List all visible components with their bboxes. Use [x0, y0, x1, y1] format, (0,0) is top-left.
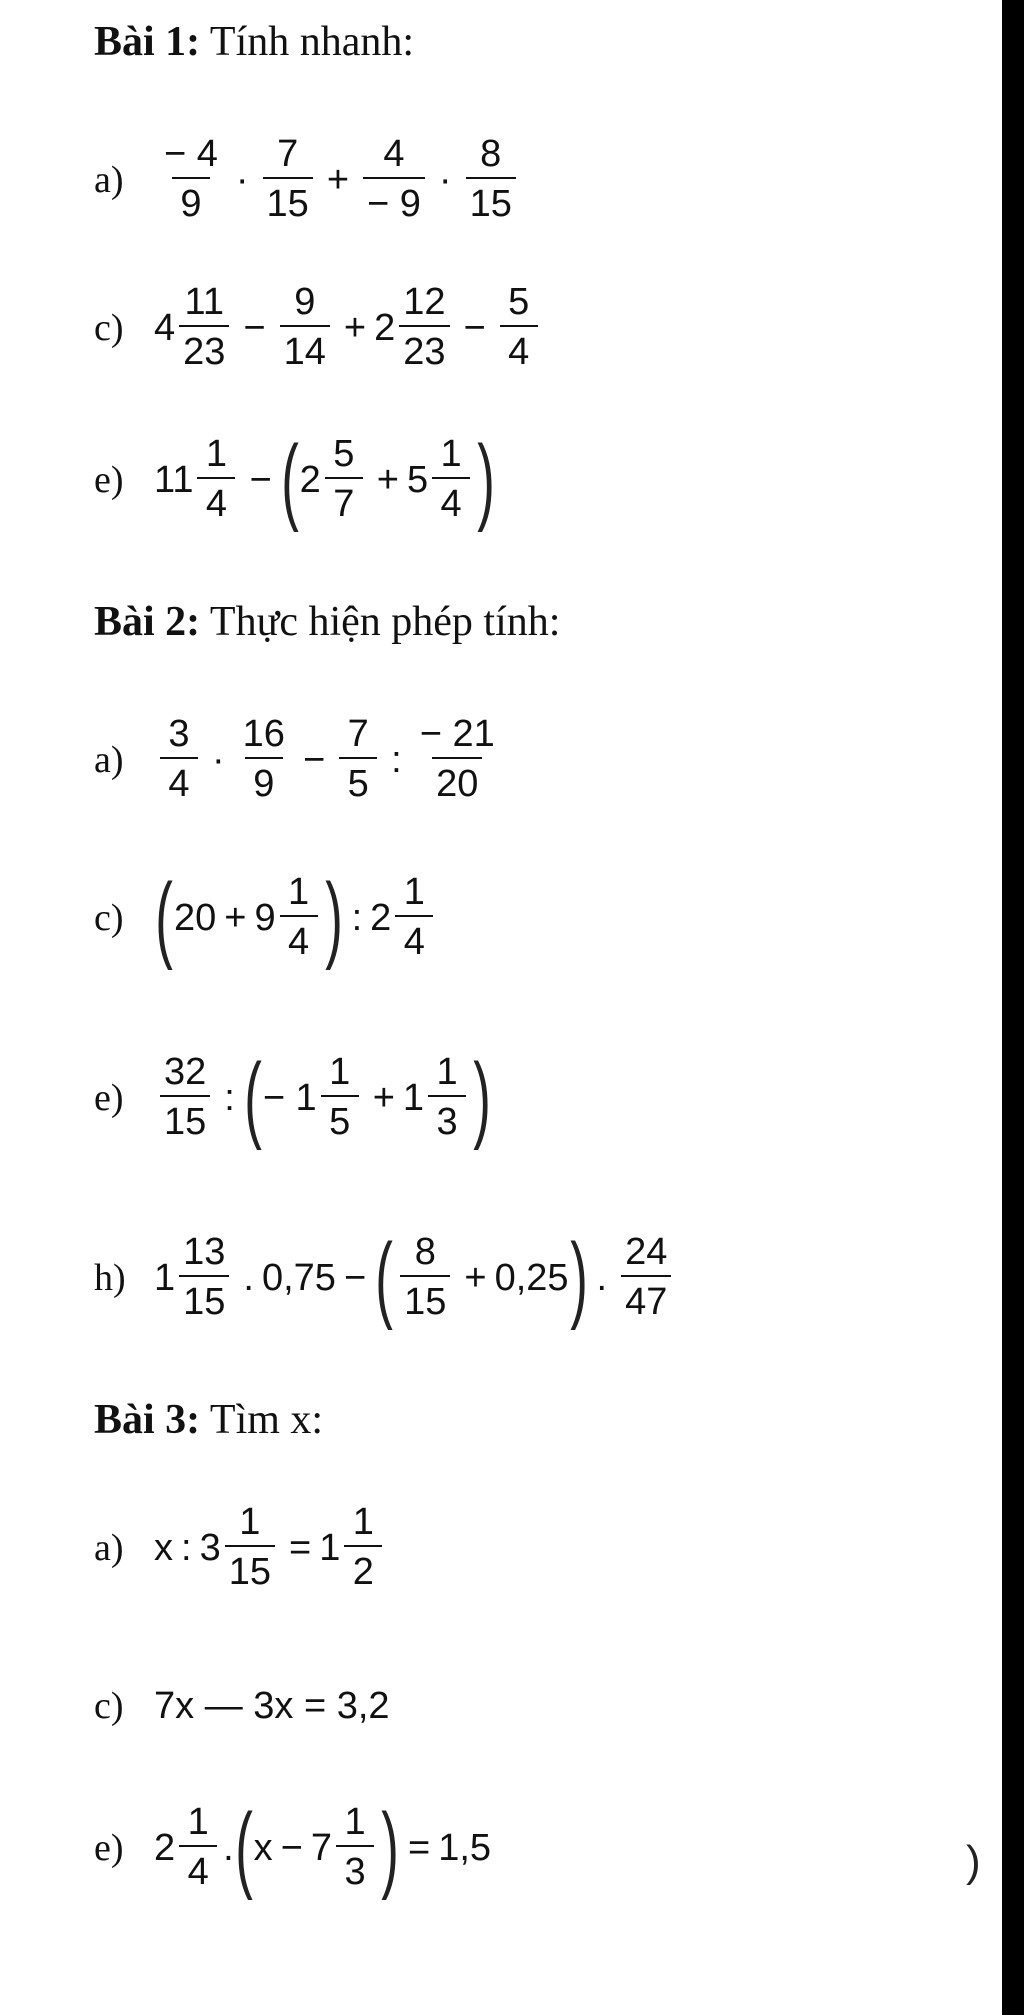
denominator: 15: [179, 1275, 229, 1323]
fraction: [621, 1233, 671, 1323]
exercise-label: h): [94, 1257, 126, 1299]
denominator: 15: [225, 1545, 275, 1593]
numerator: 5: [333, 433, 355, 476]
numerator: 11: [184, 281, 224, 324]
numerator: 1: [187, 1801, 209, 1844]
fraction: [197, 435, 235, 525]
fraction: [160, 715, 198, 805]
whole-number: 1: [154, 1256, 176, 1299]
fraction: [280, 873, 318, 963]
numerator: 1: [352, 1501, 374, 1544]
term: 0,75: [261, 1256, 336, 1299]
whole-number: 5: [406, 458, 429, 501]
whole-number: 1: [319, 1526, 341, 1569]
numerator: 7: [347, 713, 369, 756]
denominator: 4: [500, 325, 538, 373]
denominator: 4: [160, 757, 198, 805]
exercise-label: e): [94, 1827, 124, 1869]
denominator: 15: [160, 1095, 210, 1143]
parenthesis: ): [381, 1794, 399, 1901]
fraction: [432, 435, 470, 525]
math-expression: [154, 1044, 492, 1151]
numerator: 1: [329, 1051, 351, 1094]
fraction: [225, 1503, 275, 1593]
fraction: [399, 283, 449, 373]
exercise-label: a): [94, 1527, 124, 1569]
denominator: 9: [172, 177, 210, 225]
numerator: 1: [403, 871, 425, 914]
denominator: 4: [197, 477, 235, 525]
exercise-1c: [94, 258, 544, 398]
numerator: 1: [239, 1501, 261, 1544]
denominator: − 9: [363, 177, 425, 225]
operator: ·: [212, 738, 225, 781]
operator: ·: [235, 158, 249, 201]
numerator: 1: [205, 433, 228, 476]
denominator: 20: [432, 757, 482, 805]
exercise-1e: [94, 410, 496, 550]
denominator: 15: [263, 177, 313, 225]
term: 1,5: [438, 1826, 492, 1869]
math-expression: [154, 426, 496, 533]
math-expression: [154, 135, 522, 225]
math-expression: [154, 1503, 388, 1593]
whole-number: 1: [402, 1076, 425, 1119]
numerator: 32: [164, 1051, 207, 1094]
operator: .: [243, 1256, 254, 1299]
operator: :: [351, 896, 363, 939]
numerator: 5: [508, 281, 530, 324]
exercise-2a: [94, 690, 505, 830]
operator: −: [280, 1826, 303, 1869]
fraction: [466, 135, 516, 225]
operator: ·: [438, 158, 452, 201]
denominator: 4: [280, 915, 318, 963]
math-expression: [154, 1794, 492, 1901]
operator: −: [302, 738, 326, 781]
numerator: − 21: [419, 713, 495, 756]
operator: −: [249, 458, 272, 501]
exercise-3e: [94, 1778, 491, 1918]
fraction: [339, 715, 377, 805]
math-expression: 7x — 3x = 3,2: [154, 1684, 390, 1727]
exercise-2e: [94, 1028, 492, 1168]
operator: +: [326, 158, 350, 201]
numerator: 4: [383, 133, 405, 176]
parenthesis: (: [280, 426, 299, 533]
heading-bai-1: Bài 1: Tính nhanh:: [94, 19, 415, 65]
numerator: 3: [168, 713, 190, 756]
parenthesis: ): [477, 426, 495, 533]
numerator: 24: [625, 1231, 668, 1274]
math-expression: [154, 864, 439, 971]
operator: +: [372, 1076, 395, 1119]
whole-number: 11: [154, 458, 194, 501]
fraction: [179, 1233, 229, 1323]
numerator: 13: [183, 1231, 226, 1274]
denominator: 9: [245, 757, 283, 805]
term: 0,25: [494, 1256, 569, 1299]
numerator: 8: [414, 1231, 436, 1274]
denominator: 15: [466, 177, 516, 225]
fraction: [239, 715, 289, 805]
denominator: 7: [325, 477, 363, 525]
whole-number: 7: [310, 1826, 333, 1869]
fraction: [336, 1803, 374, 1893]
exercise-label: e): [94, 1077, 124, 1119]
denominator: 4: [432, 477, 470, 525]
fraction: [344, 1503, 382, 1593]
denominator: 5: [339, 757, 377, 805]
operator: +: [376, 458, 399, 501]
numerator: 8: [480, 133, 502, 176]
exercise-2c: [94, 848, 439, 988]
fraction: [428, 1053, 466, 1143]
parenthesis: (: [155, 864, 173, 971]
denominator: 3: [336, 1845, 374, 1893]
exercise-3c: [94, 1636, 390, 1776]
denominator: 23: [179, 325, 229, 373]
fraction: [395, 873, 433, 963]
math-expression: [154, 715, 505, 805]
exercise-3a: [94, 1478, 388, 1618]
denominator: 14: [280, 325, 330, 373]
exercise-1a: [94, 110, 522, 250]
numerator: 9: [294, 281, 316, 324]
fraction: [500, 283, 538, 373]
math-expression: [154, 1224, 677, 1331]
fraction: [363, 135, 425, 225]
numerator: 1: [436, 1051, 458, 1094]
operator: +: [224, 896, 247, 939]
fraction: [160, 135, 222, 225]
fraction: [280, 283, 330, 373]
fraction: [400, 1233, 450, 1323]
exercise-label: c): [94, 1685, 124, 1727]
math-expression: [154, 283, 544, 373]
operator: :: [391, 738, 402, 781]
fraction: [179, 283, 229, 373]
denominator: 2: [344, 1545, 382, 1593]
term: x: [253, 1826, 273, 1869]
whole-number: − 1: [262, 1076, 317, 1119]
term: .: [223, 1826, 234, 1869]
whole-number: 9: [254, 896, 276, 939]
parenthesis: (: [375, 1224, 393, 1331]
operator: =: [407, 1826, 431, 1869]
operator: =: [288, 1526, 312, 1569]
whole-number: 2: [299, 458, 321, 501]
heading-bai-2: Bài 2: Thực hiện phép tính:: [94, 599, 561, 645]
fraction: [179, 1803, 217, 1893]
fraction: [325, 435, 363, 525]
fraction: [321, 1053, 359, 1143]
parenthesis: (: [234, 1794, 253, 1901]
fraction: [263, 135, 313, 225]
denominator: 4: [179, 1845, 217, 1893]
denominator: 47: [621, 1275, 671, 1323]
numerator: 1: [440, 433, 462, 476]
numerator: − 4: [164, 133, 218, 176]
fraction: [160, 1053, 210, 1143]
parenthesis: (: [244, 1044, 262, 1151]
operator: :: [181, 1526, 192, 1569]
stray-parenthesis: ): [966, 1837, 981, 1886]
operator: :: [224, 1076, 235, 1119]
whole-number: 2: [154, 1826, 176, 1869]
parenthesis: ): [569, 1224, 588, 1331]
exercise-label: a): [94, 739, 124, 781]
denominator: 4: [395, 915, 433, 963]
operator: +: [343, 306, 367, 349]
whole-number: 2: [374, 306, 396, 349]
denominator: 3: [428, 1095, 466, 1143]
numerator: 7: [277, 133, 299, 176]
numerator: 16: [242, 713, 285, 756]
exercise-label: a): [94, 159, 124, 201]
heading-bai-3: Bài 3: Tìm x:: [94, 1397, 324, 1443]
term: 20: [173, 896, 217, 939]
fraction: [416, 715, 499, 805]
denominator: 23: [399, 325, 449, 373]
parenthesis: ): [324, 864, 343, 971]
parenthesis: ): [473, 1044, 491, 1151]
numerator: 1: [344, 1801, 366, 1844]
denominator: 15: [400, 1275, 450, 1323]
whole-number: 2: [370, 896, 392, 939]
operator: −: [463, 306, 486, 349]
operator: −: [243, 306, 266, 349]
whole-number: 3: [199, 1526, 221, 1569]
term: x: [154, 1526, 173, 1569]
exercise-2h: [94, 1208, 677, 1348]
numerator: 1: [288, 871, 310, 914]
whole-number: 4: [154, 306, 176, 349]
operator: .: [596, 1256, 608, 1299]
operator: +: [464, 1256, 487, 1299]
denominator: 5: [321, 1095, 359, 1143]
exercise-label: e): [94, 459, 124, 501]
operator: −: [343, 1256, 367, 1299]
exercise-label: c): [94, 307, 124, 349]
numerator: 12: [403, 281, 446, 324]
exercise-label: c): [94, 897, 124, 939]
